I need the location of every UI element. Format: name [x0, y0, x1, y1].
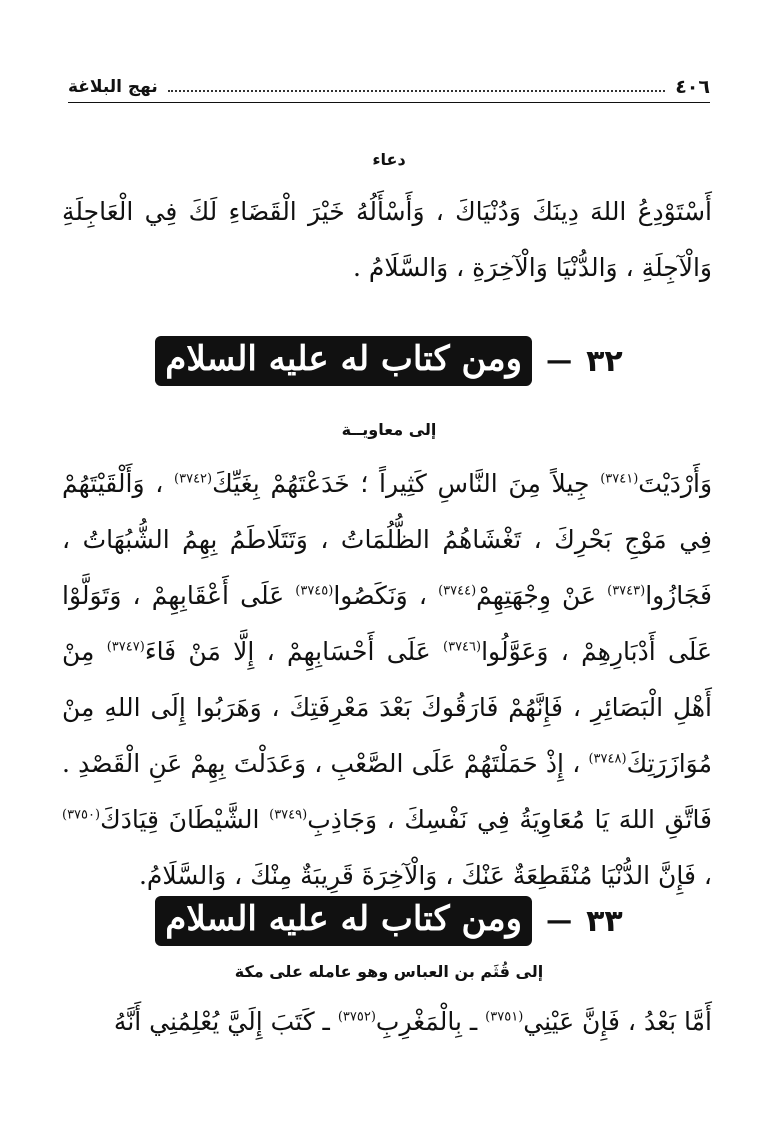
section-33-dash: —	[546, 906, 573, 936]
page-number: ٤٠٦	[675, 76, 710, 98]
header-dotted-rule	[168, 90, 665, 92]
footnote-marker: (٣٧٤٣)	[607, 583, 646, 599]
section-32-title: ومن كتاب له عليه السلام	[155, 336, 532, 386]
section-33-subtitle: إلى قُثَم بن العباس وهو عامله على مكة	[234, 962, 544, 981]
dua-heading: دعاء	[372, 150, 406, 169]
footnote-marker: (٣٧٥٢)	[337, 1009, 376, 1025]
section-32-subtitle: إلى معاويــة	[341, 420, 437, 439]
text-run: ـ كَتَبَ إِلَيَّ يُعْلِمُنِي أَنَّهُ	[113, 1007, 338, 1036]
section-33-heading	[68, 896, 710, 946]
section-32-number: ٣٢	[586, 343, 623, 379]
footnote-marker: (٣٧٤٩)	[269, 807, 308, 823]
text-run: ، وَأَلْقَيْتَهُمْ فِي مَوْجِ بَحْرِكَ ، تَغْشَاهُمُ الظُّلُمَاتُ ، وَتَتَلَاطَمُ بِهِمُ الشُّبُهَاتُ ، فَجَازُوا	[62, 469, 712, 610]
footnote-marker: (٣٧٤٨)	[588, 751, 627, 767]
footnote-marker: (٣٧٤٢)	[174, 471, 213, 487]
text-run: جِيلاً مِنَ النَّاسِ كَثِيراً ؛ خَدَعْتَهُمْ بِغَيِّكَ	[212, 469, 601, 498]
footnote-marker: (٣٧٥٠)	[62, 807, 101, 823]
text-run: أَمَّا بَعْدُ ، فَإِنَّ عَيْنِي	[523, 1007, 712, 1036]
text-run: ، إِذْ حَمَلْتَهُمْ عَلَى الصَّعْبِ ، وَعَدَلْتَ بِهِمْ عَنِ الْقَصْدِ . فَاتَّقِ اللهَ يَا مُعَاوِيَةُ فِي نَفْسِكَ ، وَجَاذِبِ	[62, 749, 713, 834]
text-run: عَلَى أَحْسَابِهِمْ ، إِلَّا مَنْ فَاءَ	[144, 637, 444, 666]
text-run: عَلَى أَعْقَابِهِمْ ، وَتَوَلَّوْا عَلَى أَدْبَارِهِمْ ، وَعَوَّلُوا	[62, 581, 712, 666]
book-title: نهج البلاغة	[68, 77, 158, 97]
text-run: ، وَنَكَصُوا	[333, 581, 439, 610]
text-run: ، فَإِنَّ الدُّنْيَا مُنْقَطِعَةٌ عَنْكَ ، وَالْآخِرَةَ قَرِيبَةٌ مِنْكَ ، وَالسَّلَامُ.	[138, 861, 712, 890]
dua-paragraph: أَسْتَوْدِعُ اللهَ دِينَكَ وَدُنْيَاكَ ، وَأَسْأَلُهُ خَيْرَ الْقَضَاءِ لَكَ فِي الْعَاجِلَةِ وَالْآجِلَةِ ، وَالدُّنْيَا وَالْآخِرَةِ ، وَالسَّلَامُ .	[62, 197, 712, 282]
text-run: مِنْ أَهْلِ الْبَصَائِرِ ، فَإِنَّهُمْ فَارَقُوكَ بَعْدَ مَعْرِفَتِكَ ، وَهَرَبُوا إِلَى اللهِ مِنْ مُوَازَرَتِكَ	[62, 637, 712, 778]
footnote-marker: (٣٧٤٧)	[106, 639, 145, 655]
section-32-heading	[68, 336, 710, 386]
section-32-dash: —	[546, 346, 573, 376]
text-run: ـ بِالْمَغْرِبِ	[375, 1007, 486, 1036]
text-run: عَنْ وِجْهَتِهِمْ	[476, 581, 608, 610]
running-header	[68, 72, 710, 103]
footnote-marker: (٣٧٤٦)	[443, 639, 482, 655]
section-33-title: ومن كتاب له عليه السلام	[155, 896, 532, 946]
section-33-paragraph	[62, 994, 712, 1050]
text-run: وَأَرْدَيْتَ	[638, 469, 713, 498]
section-32-paragraph	[62, 456, 712, 904]
footnote-marker: (٣٧٤٤)	[438, 583, 477, 599]
footnote-marker: (٣٧٥١)	[485, 1009, 524, 1025]
footnote-marker: (٣٧٤٥)	[295, 583, 334, 599]
footnote-marker: (٣٧٤١)	[600, 471, 639, 487]
section-33-number: ٣٣	[586, 903, 623, 939]
text-run: الشَّيْطَانَ قِيَادَكَ	[100, 805, 270, 834]
